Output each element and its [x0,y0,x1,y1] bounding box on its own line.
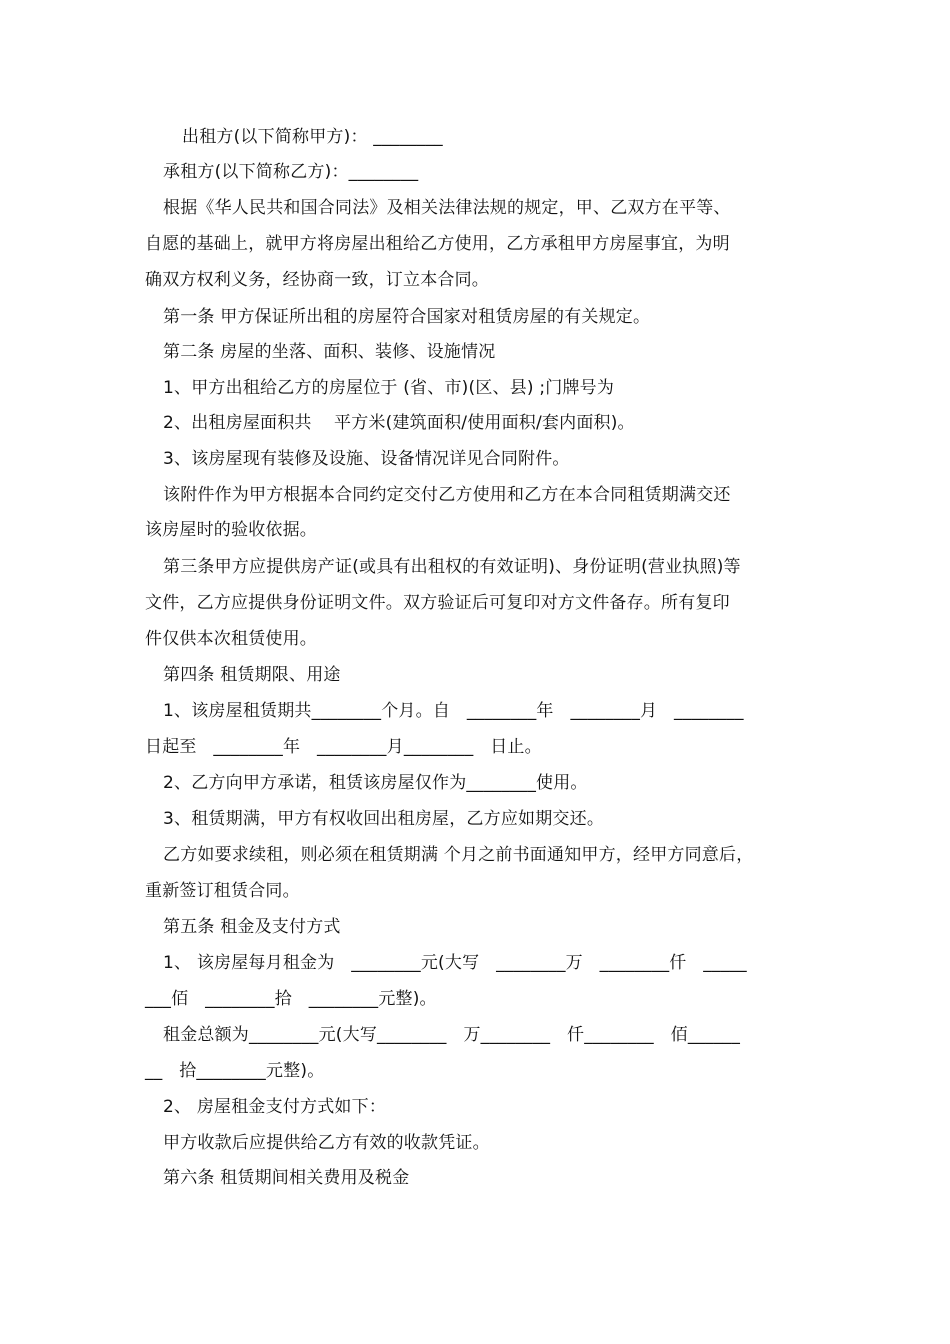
lessee-line: 承租方(以下简称乙方)：________ [163,162,419,182]
article-6-heading: 第六条 租赁期间相关费用及税金 [163,1168,410,1188]
article-2-item-1: 1、甲方出租给乙方的房屋位于 (省、市)(区、县) ;门牌号为 [163,378,615,398]
preamble-line-2: 自愿的基础上，就甲方将房屋出租给乙方使用，乙方承租甲方房屋事宜，为明 [145,234,730,254]
annex-line-2: 该房屋时的验收依据。 [145,520,317,540]
article-3-line-1: 第三条甲方应提供房产证(或具有出租权的有效证明)、身份证明(营业执照)等 [163,557,741,577]
total-rent-line-1: 租金总额为________元(大写________ 万________ 仟________ 佰______ [163,1025,741,1045]
article-5-item-1-line-1: 1、 该房屋每月租金为 ________元(大写 ________万 ________仟 _____ [163,953,747,973]
article-2-heading: 第二条 房屋的坐落、面积、装修、设施情况 [163,342,496,362]
article-5-item-1-line-2: ___佰 ________拾 ________元整)。 [145,989,437,1009]
article-3-line-2: 文件，乙方应提供身份证明文件。双方验证后可复印对方文件备存。所有复印 [145,593,730,613]
total-rent-line-2: __ 拾________元整)。 [145,1061,325,1081]
annex-line-1: 该附件作为甲方根据本合同约定交付乙方使用和乙方在本合同租赁期满交还 [163,485,731,505]
article-4-heading: 第四条 租赁期限、用途 [163,665,341,685]
lessor-line: 出租方(以下简称甲方)： ________ [182,127,443,147]
article-4-item-3: 3、租赁期满，甲方有权收回出租房屋，乙方应如期交还。 [163,809,605,829]
article-4-item-1-line-1: 1、该房屋租赁期共________个月。自 ________年 ________月 ________ [163,701,744,721]
renewal-line-2: 重新签订租赁合同。 [145,881,300,901]
article-3-line-3: 件仅供本次租赁使用。 [145,629,317,649]
renewal-line-1: 乙方如要求续租，则必须在租赁期满 个月之前书面通知甲方，经甲方同意后， [163,845,754,865]
receipt-line: 甲方收款后应提供给乙方有效的收款凭证。 [163,1133,490,1153]
article-2-item-2: 2、出租房屋面积共 平方米(建筑面积/使用面积/套内面积)。 [163,413,635,433]
article-4-item-1-line-2: 日起至 ________年 ________月________ 日止。 [145,737,542,757]
article-5-item-2: 2、 房屋租金支付方式如下： [163,1097,387,1117]
article-2-item-3: 3、该房屋现有装修及设施、设备情况详见合同附件。 [163,449,570,469]
article-5-heading: 第五条 租金及支付方式 [163,917,341,937]
article-1-heading: 第一条 甲方保证所出租的房屋符合国家对租赁房屋的有关规定。 [163,307,651,327]
preamble-line-1: 根据《华人民共和国合同法》及相关法律法规的规定，甲、乙双方在平等、 [163,198,731,218]
article-4-item-2: 2、乙方向甲方承诺，租赁该房屋仅作为________使用。 [163,773,588,793]
preamble-line-3: 确双方权利义务，经协商一致，订立本合同。 [145,270,489,290]
